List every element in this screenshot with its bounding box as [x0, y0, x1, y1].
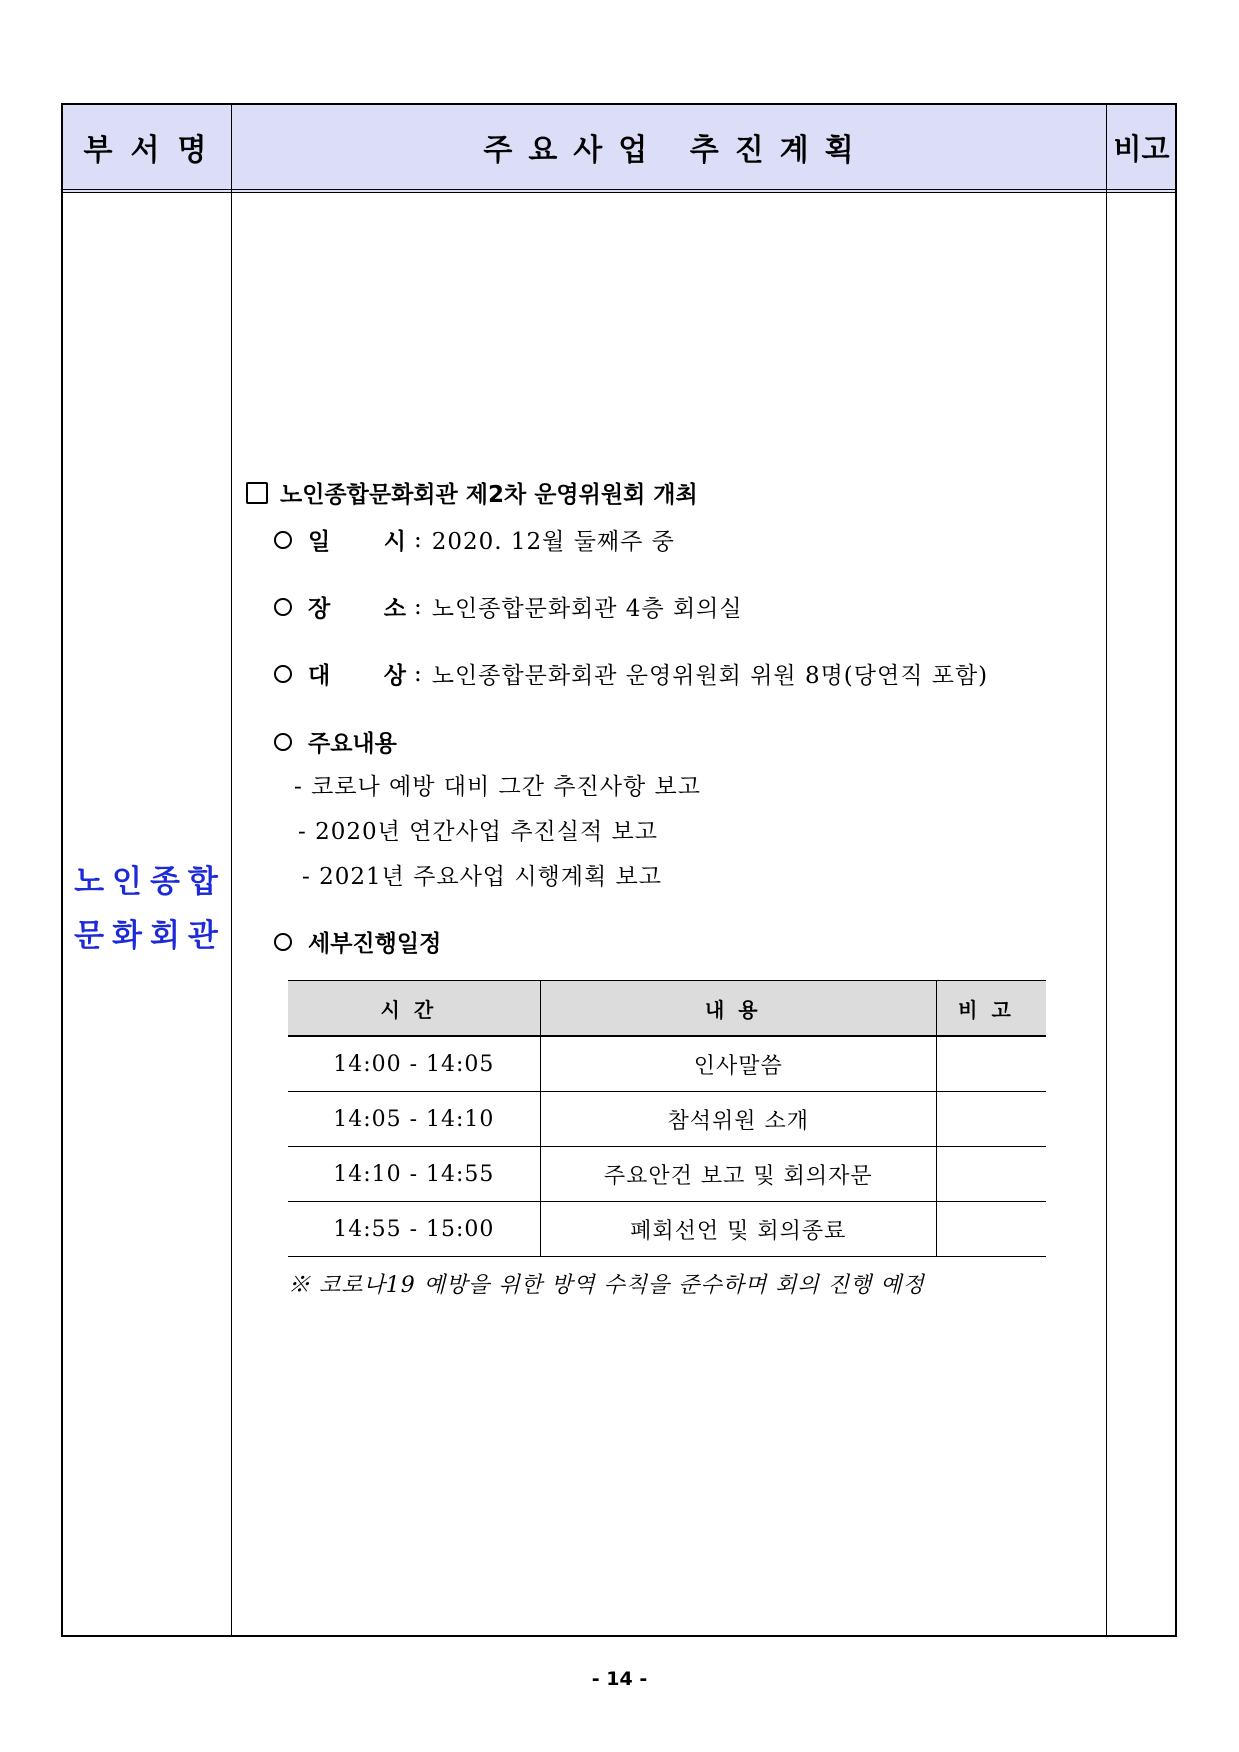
circle-bullet-icon: [274, 933, 292, 951]
item-date: 일 시 : 2020. 12월 둘째주 중: [274, 523, 675, 556]
department-line-1: 노인종합: [74, 864, 226, 900]
column-divider: [231, 105, 232, 1635]
column-divider: [1106, 105, 1107, 1635]
schedule-content: 주요안건 보고 및 회의자문: [540, 1147, 936, 1202]
schedule-content: 인사말씀: [540, 1036, 936, 1092]
item-target: 대 상 : 노인종합문화회관 운영위원회 위원 8명(당연직 포함): [274, 657, 988, 690]
header-note: 비고: [1113, 131, 1170, 166]
schedule-time: 14:10 - 14:55: [288, 1147, 540, 1202]
item-target-value: 노인종합문화회관 운영위원회 위원 8명(당연직 포함): [431, 663, 989, 689]
department-line-2: 문화회관: [74, 918, 226, 954]
circle-bullet-icon: [274, 665, 292, 683]
schedule-header-row: [288, 981, 1046, 1037]
plan-title-text: 노인종합문화회관 제2차 운영위원회 개최: [280, 482, 698, 508]
circle-bullet-icon: [274, 598, 292, 616]
plan-title: [246, 476, 698, 509]
content-item: - 코로나 예방 대비 그간 추진사항 보고: [294, 774, 701, 800]
checkbox-square-icon: [246, 482, 268, 504]
table-row: [288, 1202, 1046, 1257]
item-place-label-b: 소: [383, 596, 406, 622]
department-name: [63, 855, 231, 963]
table-row: [288, 1036, 1046, 1092]
schedule-note: [936, 1202, 1046, 1257]
content-heading: [274, 725, 397, 758]
content-item: - 2020년 연간사업 추진실적 보고: [298, 819, 658, 845]
item-date-label-a: 일: [308, 529, 331, 555]
covid-notice: ※ 코로나19 예방을 위한 방역 수칙을 준수하며 회의 진행 예정: [288, 1273, 925, 1298]
schedule-time: 14:55 - 15:00: [288, 1202, 540, 1257]
header-plan: 주요사업 추진계획: [483, 133, 870, 168]
schedule-heading: [274, 925, 441, 958]
schedule-heading-text: 세부진행일정: [308, 931, 442, 957]
circle-bullet-icon: [274, 733, 292, 751]
schedule-header-content: 내용: [540, 981, 936, 1037]
circle-bullet-icon: [274, 531, 292, 549]
schedule-header-time: 시간: [288, 981, 540, 1037]
content-heading-text: 주요내용: [308, 731, 397, 757]
item-date-value: 2020. 12월 둘째주 중: [431, 529, 675, 555]
schedule-note: [936, 1092, 1046, 1147]
item-place-label-a: 장: [308, 596, 331, 622]
schedule-note: [936, 1036, 1046, 1092]
schedule-time: 14:05 - 14:10: [288, 1092, 540, 1147]
table-row: [288, 1147, 1046, 1202]
schedule-content: 참석위원 소개: [540, 1092, 936, 1147]
schedule-note: [936, 1147, 1046, 1202]
item-target-label-b: 상: [383, 663, 406, 689]
schedule-header-note: 비고: [936, 981, 1046, 1037]
schedule-time: 14:00 - 14:05: [288, 1036, 540, 1092]
item-date-label-b: 시: [383, 529, 406, 555]
item-target-label-a: 대: [308, 663, 331, 689]
schedule-table: [288, 980, 1046, 1257]
table-row: [288, 1092, 1046, 1147]
item-place: 장 소 : 노인종합문화회관 4층 회의실: [274, 590, 743, 623]
content-item: - 2021년 주요사업 시행계획 보고: [302, 864, 662, 890]
page-number: - 14 -: [591, 1668, 648, 1690]
item-place-value: 노인종합문화회관 4층 회의실: [431, 596, 743, 622]
schedule-content: 폐회선언 및 회의종료: [540, 1202, 936, 1257]
header-dept: 부서명: [83, 133, 225, 168]
